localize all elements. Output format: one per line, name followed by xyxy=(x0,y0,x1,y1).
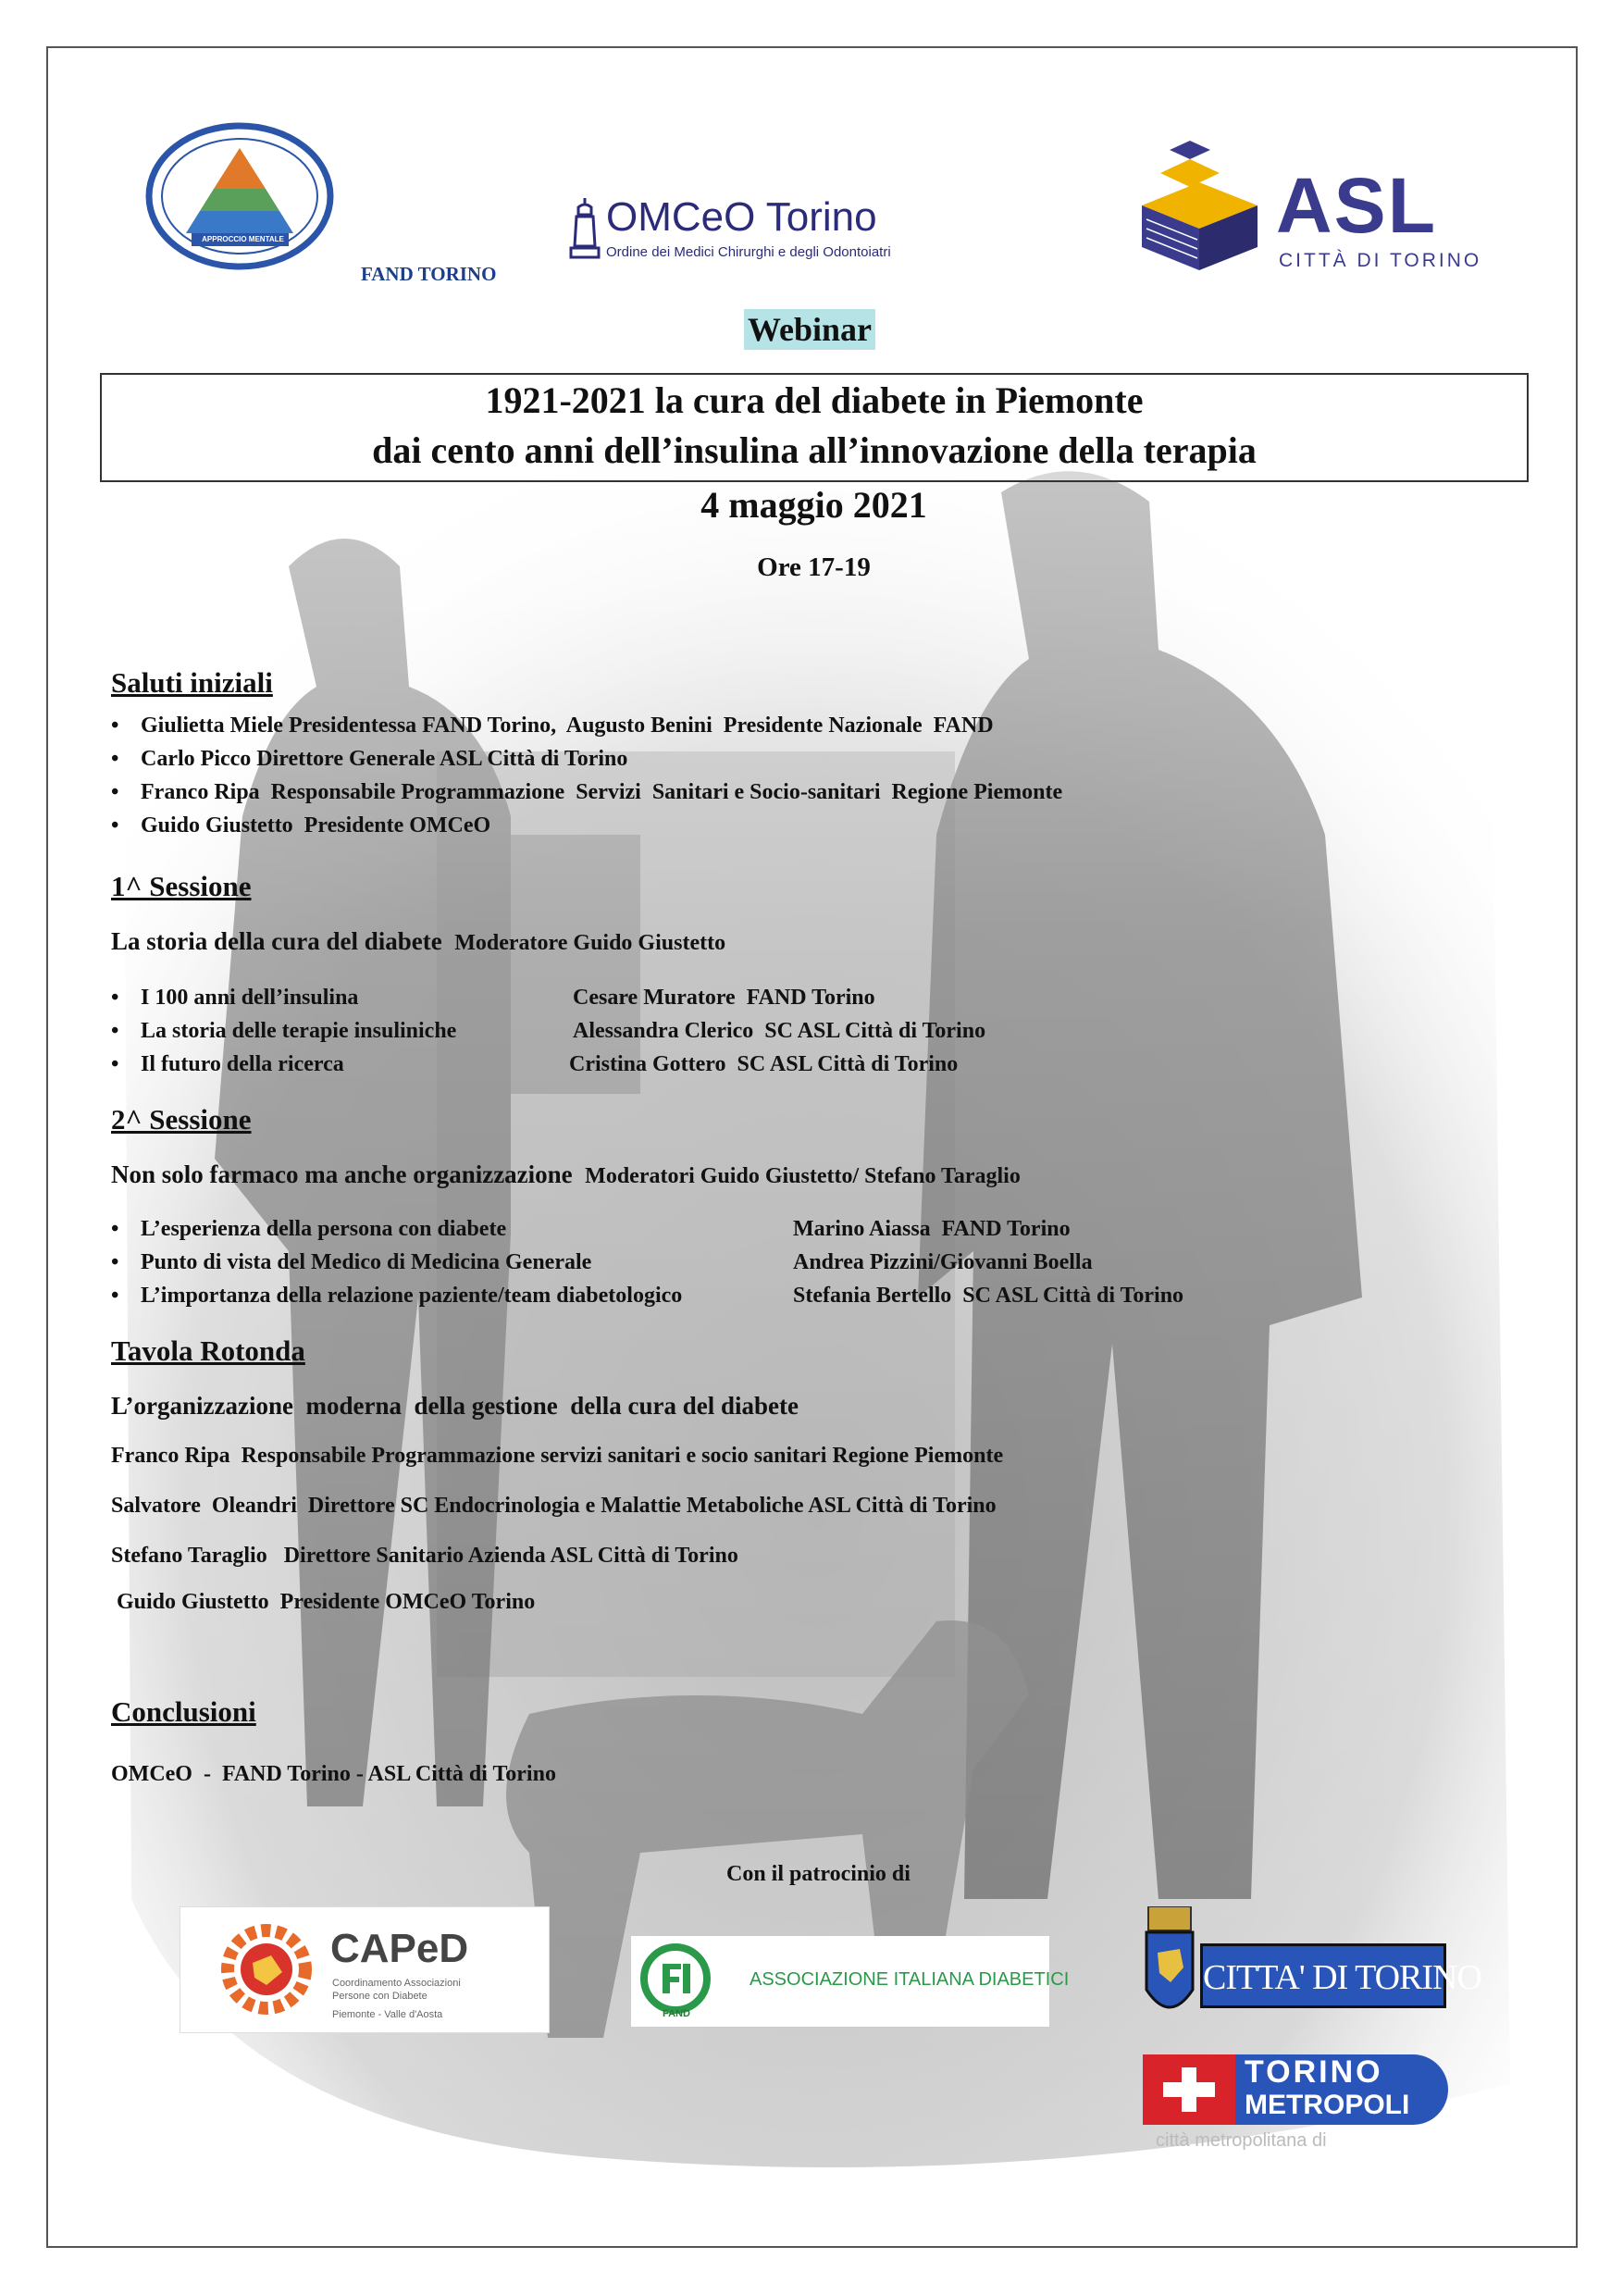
session1-moderator: Moderatore Guido Giustetto xyxy=(454,931,726,955)
omceo-logo-subtitle: Ordine dei Medici Chirurghi e degli Odontoiatri xyxy=(606,244,891,260)
aid-logo xyxy=(631,1936,1070,2027)
citta-torino-box xyxy=(1200,1943,1481,2008)
aid-mark: FAND xyxy=(663,2008,690,2019)
tavola-topic: L’organizzazione moderna della gestione della cura del diabete xyxy=(111,1392,799,1420)
event-time: Ore 17-19 xyxy=(757,552,871,582)
session2-heading: 2^ Sessione xyxy=(111,1103,252,1136)
talk-title: L’esperienza della persona con diabete xyxy=(141,1217,507,1241)
talk-title: L’importanza della relazione paziente/team diabetologico xyxy=(141,1284,683,1308)
event-title-line2: dai cento anni dell’insulina all’innovazione della terapia xyxy=(372,429,1257,471)
session1-topic: La storia della cura del diabete xyxy=(111,927,442,955)
talk-title: Il futuro della ricerca xyxy=(141,1052,344,1076)
asl-building-icon xyxy=(1123,141,1276,279)
citta-torino-logo xyxy=(1143,1906,1481,2031)
tavola-participant: Stefano Taraglio Direttore Sanitario Azienda ASL Città di Torino xyxy=(111,1544,738,1568)
fand-label: FAND TORINO xyxy=(361,263,497,285)
list-item xyxy=(141,1048,959,1081)
tavola-heading: Tavola Rotonda xyxy=(111,1334,305,1367)
caped-title: CAPeD xyxy=(330,1926,469,1971)
session1-heading: 1^ Sessione xyxy=(111,870,252,902)
asl-logo-title: ASL xyxy=(1276,162,1437,249)
savoy-cross-icon xyxy=(1152,2062,1226,2117)
conclusioni-heading: Conclusioni xyxy=(111,1695,256,1728)
title-box xyxy=(100,373,1529,482)
list-item xyxy=(141,1279,1184,1312)
caped-logo xyxy=(180,1906,550,2033)
tavola-participant: Salvatore Oleandri Direttore SC Endocrinologia e Malattie Metaboliche ASL Città di Torino xyxy=(111,1494,997,1518)
talk-title: Punto di vista del Medico di Medicina Generale xyxy=(141,1250,592,1274)
caped-sub3: Piemonte - Valle d'Aosta xyxy=(332,2009,443,2020)
session2-topic-line xyxy=(111,1160,1021,1189)
torino-crest-icon xyxy=(1143,1906,1196,2027)
omceo-logo-title: OMCeO Torino xyxy=(606,194,877,240)
caped-emblem-icon xyxy=(216,1918,317,2020)
omceo-logo xyxy=(569,187,1004,279)
talk-speaker: Stefania Bertello SC ASL Città di Torino xyxy=(793,1284,1184,1308)
list-item xyxy=(141,1212,1071,1246)
metro-line1: TORINO xyxy=(1245,2054,1383,2090)
torino-metropoli-logo xyxy=(1143,2054,1457,2156)
asl-logo-subtitle: CITTÀ DI TORINO xyxy=(1279,250,1482,271)
talk-speaker: Alessandra Clerico SC ASL Città di Torino xyxy=(573,1019,986,1043)
session1-list xyxy=(141,981,986,1081)
list-item: • Guido Giustetto Presidente OMCeO xyxy=(141,809,1062,842)
flyer-page xyxy=(46,46,1578,2248)
patronage-label: Con il patrocinio di xyxy=(726,1862,911,1886)
saluti-heading: Saluti iniziali xyxy=(111,666,273,699)
citta-torino-label: CITTA' DI TORINO xyxy=(1203,1958,1481,1997)
fand-logo xyxy=(145,122,335,270)
asl-logo xyxy=(1123,141,1512,298)
tavola-participant: Franco Ripa Responsabile Programmazione servizi sanitari e socio sanitari Regione Piemonte xyxy=(111,1444,1004,1468)
event-title-line1: 1921-2021 la cura del diabete in Piemonte xyxy=(485,379,1144,421)
aid-label: ASSOCIAZIONE ITALIANA DIABETICI xyxy=(750,1969,1070,1990)
talk-speaker: Cristina Gottero SC ASL Città di Torino xyxy=(569,1052,959,1076)
caped-sub2: Persone con Diabete xyxy=(332,1991,427,2002)
mole-antonelliana-icon xyxy=(569,196,601,261)
talk-title: I 100 anni dell’insulina xyxy=(141,986,359,1010)
talk-title: La storia delle terapie insuliniche xyxy=(141,1019,457,1043)
saluti-list xyxy=(141,709,1062,842)
webinar-label: Webinar xyxy=(744,309,875,350)
talk-speaker: Andrea Pizzini/Giovanni Boella xyxy=(793,1250,1093,1274)
metro-caption: città metropolitana di xyxy=(1156,2130,1327,2151)
list-item xyxy=(141,981,875,1014)
session1-topic-line xyxy=(111,927,725,956)
list-item xyxy=(141,1246,1093,1279)
fand-logo-caption: APPROCCIO MENTALE xyxy=(202,235,284,243)
caped-sub1: Coordinamento Associazioni xyxy=(332,1978,461,1989)
conclusioni-text: OMCeO - FAND Torino - ASL Città di Torino xyxy=(111,1762,556,1786)
event-date: 4 maggio 2021 xyxy=(700,484,927,526)
session2-list xyxy=(141,1212,1184,1312)
session2-topic: Non solo farmaco ma anche organizzazione xyxy=(111,1160,573,1188)
talk-speaker: Cesare Muratore FAND Torino xyxy=(573,986,875,1010)
list-item: • Giulietta Miele Presidentessa FAND Torino, Augusto Benini Presidente Nazionale FAND xyxy=(141,709,1062,742)
talk-speaker: Marino Aiassa FAND Torino xyxy=(793,1217,1071,1241)
tavola-participant: Guido Giustetto Presidente OMCeO Torino xyxy=(111,1590,536,1614)
list-item: • Franco Ripa Responsabile Programmazione Servizi Sanitari e Socio-sanitari Regione Piemonte xyxy=(141,776,1062,809)
list-item xyxy=(141,1014,986,1048)
list-item: • Carlo Picco Direttore Generale ASL Città di Torino xyxy=(141,742,1062,776)
metro-line2: METROPOLI xyxy=(1245,2090,1410,2120)
aid-emblem-icon xyxy=(638,1943,712,2017)
session2-moderator: Moderatori Guido Giustetto/ Stefano Taraglio xyxy=(585,1164,1021,1188)
